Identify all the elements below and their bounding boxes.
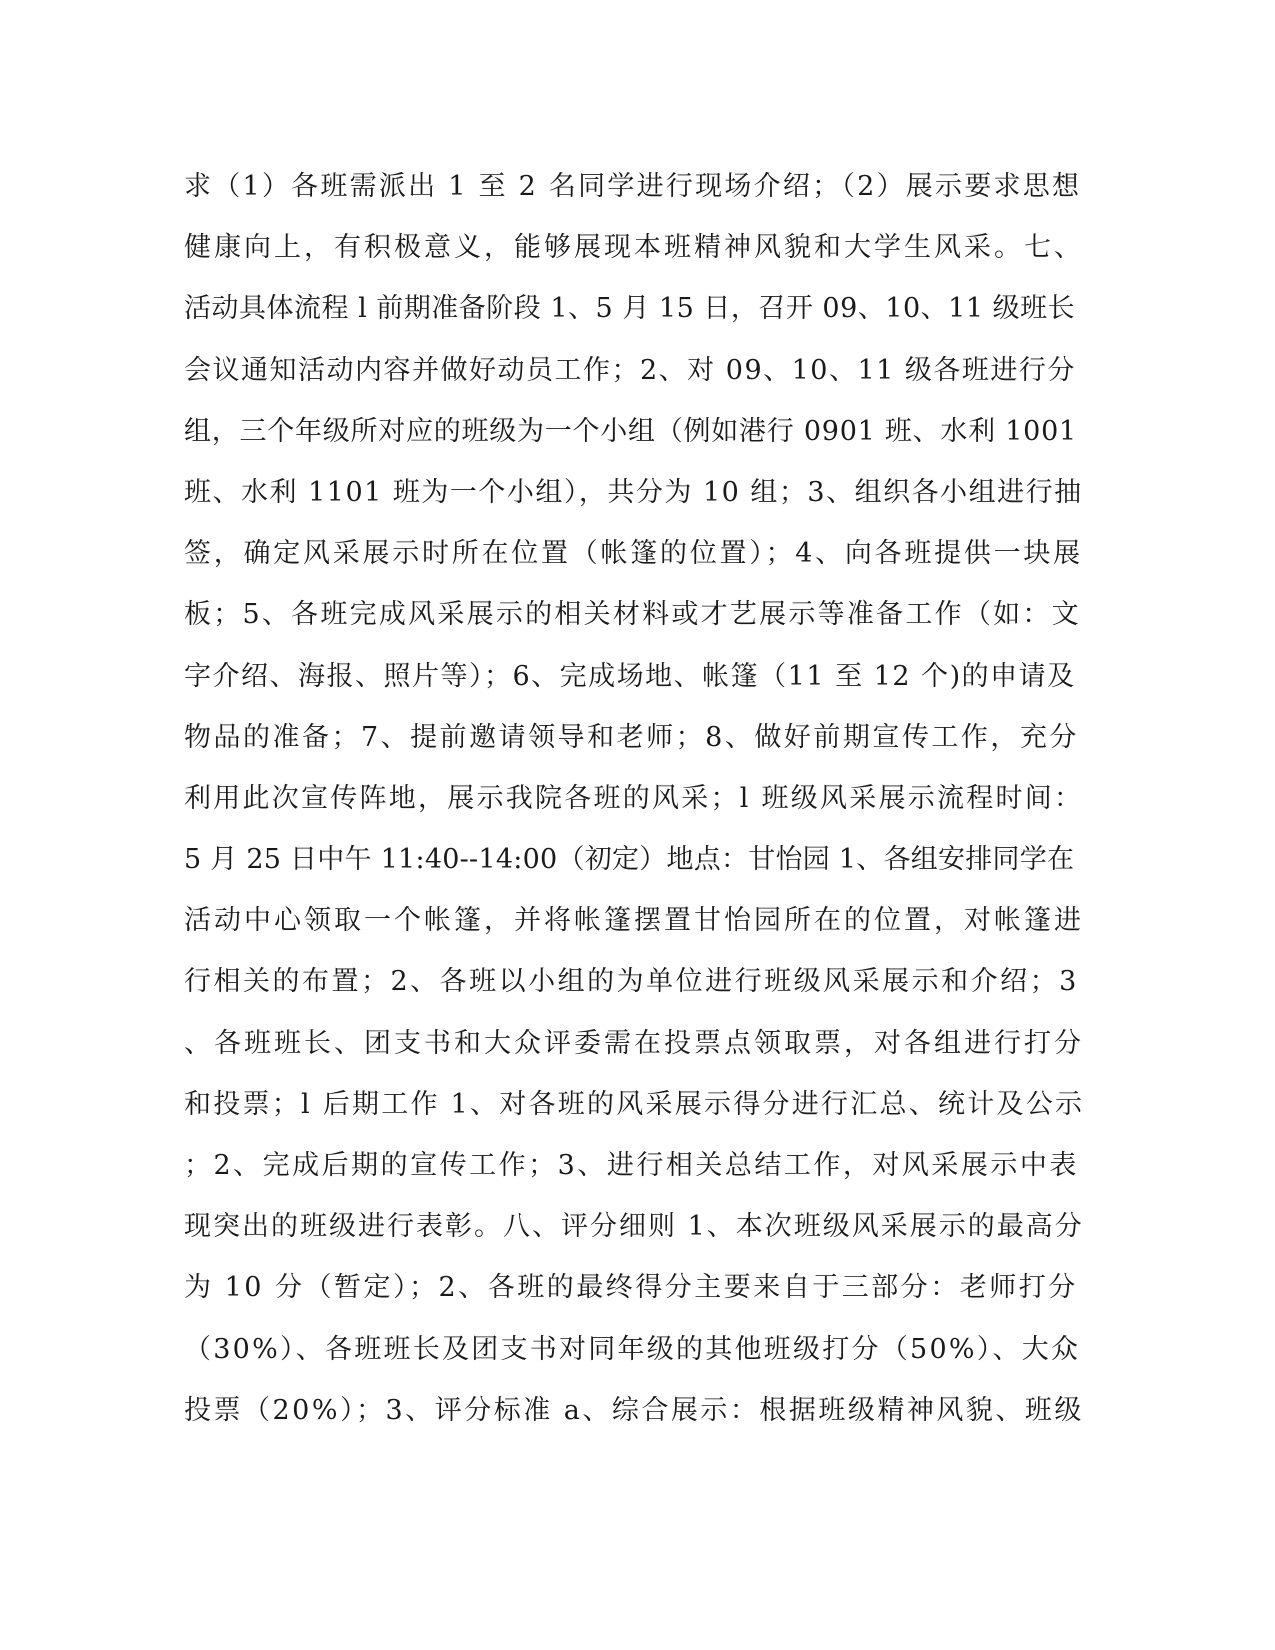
body-text bbox=[184, 166, 1084, 1451]
text-line: 和投票；l 后期工作 1、对各班的风采展示得分进行汇总、统计及公示 bbox=[184, 1088, 1085, 1120]
text-line: 现突出的班级进行表彰。八、评分细则 1、本次班级风采展示的最高分 bbox=[184, 1211, 1084, 1243]
text-line: （30%）、各班班长及团支书对同年级的其他班级打分（50%）、大众 bbox=[184, 1333, 1081, 1365]
text-line: 活动具体流程 l 前期准备阶段 1、5 月 15 日，召开 09、10、11 级班长 bbox=[184, 293, 1076, 325]
text-line: 健康向上，有积极意义，能够展现本班精神风貌和大学生风采。七、 bbox=[184, 232, 1084, 264]
text-line: 求（1）各班需派出 1 至 2 名同学进行现场介绍；（2）展示要求思想 bbox=[184, 171, 1082, 202]
text-line: 5 月 25 日中午 11:40--14:00（初定）地点：甘怡园 1、各组安排同学在 bbox=[184, 844, 1075, 876]
text-line: 班、水利 1101 班为一个小组），共分为 10 组；3、组织各小组进行抽 bbox=[184, 476, 1083, 508]
text-line: 签，确定风采展示时所在位置（帐篷的位置）；4、向各班提供一块展 bbox=[184, 538, 1083, 570]
text-line: 物品的准备；7、提前邀请领导和老师；8、做好前期宣传工作，充分 bbox=[184, 721, 1079, 753]
text-line: 会议通知活动内容并做好动员工作；2、对 09、10、11 级各班进行分 bbox=[184, 354, 1076, 386]
text-line: 为 10 分（暂定）；2、各班的最终得分主要来自于三部分：老师打分 bbox=[184, 1272, 1078, 1304]
text-line: 投票（20%）；3、评分标准 a、综合展示：根据班级精神风貌、班级 bbox=[184, 1394, 1084, 1426]
text-line: ；2、完成后期的宣传工作；3、进行相关总结工作，对风采展示中表 bbox=[184, 1150, 1079, 1181]
text-line: 、各班班长、团支书和大众评委需在投票点领取票，对各组进行打分 bbox=[184, 1027, 1084, 1059]
text-line: 组，三个年级所对应的班级为一个小组（例如港行 0901 班、水利 1001 bbox=[184, 415, 1077, 447]
text-line: 字介绍、海报、照片等）；6、完成场地、帐篷（11 至 12 个)的申请及 bbox=[184, 660, 1076, 692]
text-line: 利用此次宣传阵地，展示我院各班的风采；l 班级风采展示流程时间： bbox=[184, 782, 1084, 814]
text-line: 板；5、各班完成风采展示的相关材料或才艺展示等准备工作（如：文 bbox=[184, 599, 1081, 631]
text-line: 活动中心领取一个帐篷，并将帐篷摆置甘怡园所在的位置，对帐篷进 bbox=[184, 905, 1084, 937]
text-line: 行相关的布置；2、各班以小组的为单位进行班级风采展示和介绍；3 bbox=[184, 966, 1079, 998]
